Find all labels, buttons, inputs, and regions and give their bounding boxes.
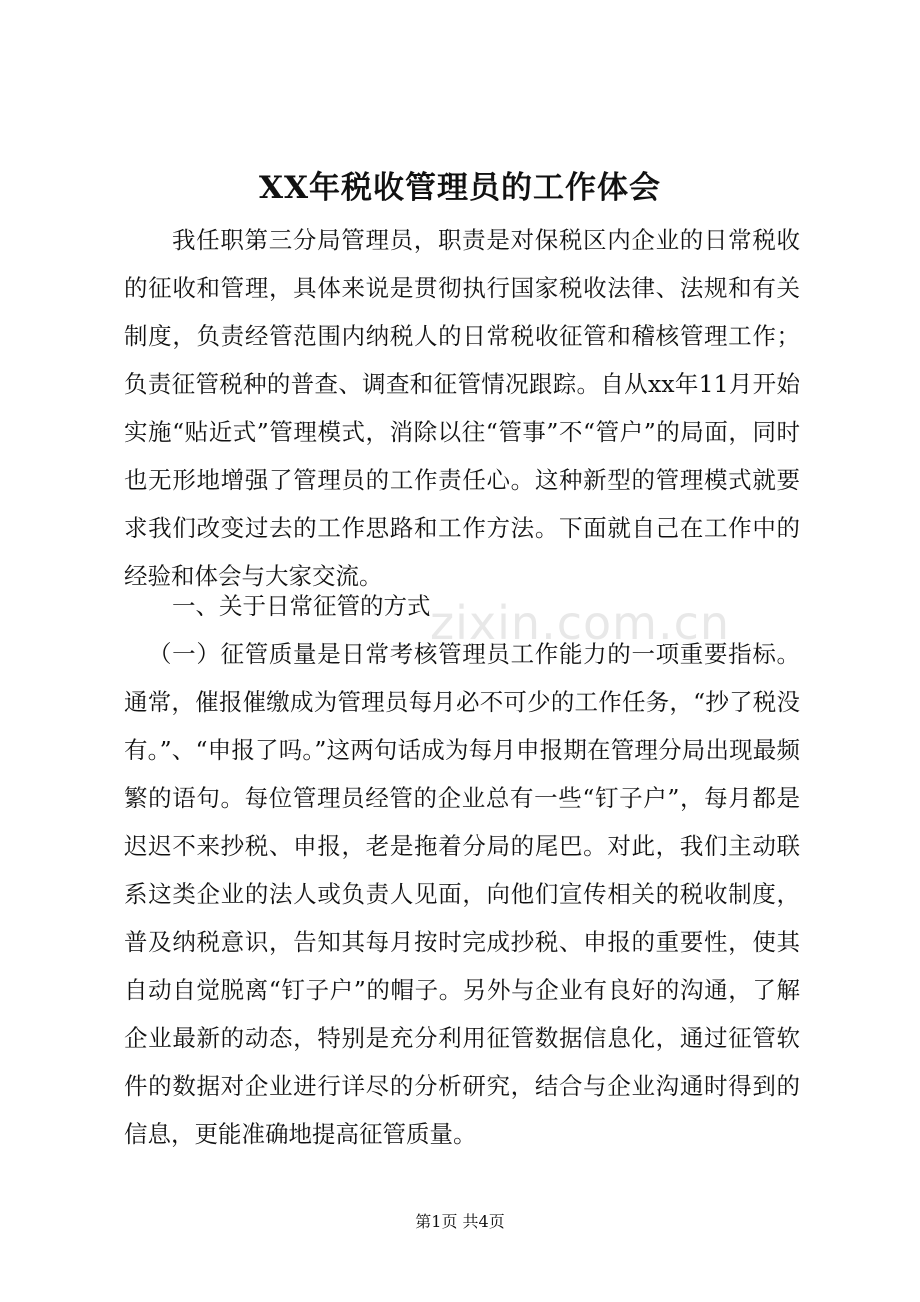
watermark: zixin.com.cn — [430, 596, 731, 650]
paragraph-intro: 我任职第三分局管理员，职责是对保税区内企业的日常税收的征收和管理，具体来说是贯彻执行国家税收法律、法规和有关制度，负责经管范围内纳税人的日常税收征管和稽核管理工作；负责征管税种的普查、调查和征管情况跟踪。自从xx年11月开始实施“贴近式”管理模式，消除以往“管事”不“管户”的局面，同时也无形地增强了管理员的工作责任心。这种新型的管理模式就要求我们改变过去的工作思路和工作方法。下面就自己在工作中的经验和体会与大家交流。 — [124, 226, 800, 590]
document-title: XX年税收管理员的工作体会 — [258, 170, 662, 206]
page-footer: 第1页 共4页 — [415, 1212, 505, 1231]
section-heading: 一、关于日常征管的方式 — [172, 592, 431, 620]
paragraph-subsection-1: （一）征管质量是日常考核管理员工作能力的一项重要指标。通常，催报催缴成为管理员每月必不可少的工作任务，“抄了税没有。”、“申报了吗。”这两句话成为每月申报期在管理分局出现最频繁的语句。每位管理员经管的企业总有一些“钉子户”，每月都是迟迟不来抄税、申报，老是拖着分局的尾巴。对此，我们主动联系这类企业的法人或负责人见面，向他们宣传相关的税收制度，普及纳税意识，告知其每月按时完成抄税、申报的重要性，使其自动自觉脱离“钉子户”的帽子。另外与企业有良好的沟通，了解企业最新的动态，特别是充分利用征管数据信息化，通过征管软件的数据对企业进行详尽的分析研究，结合与企业沟通时得到的信息，更能准确地提高征管质量。 — [124, 640, 800, 1148]
